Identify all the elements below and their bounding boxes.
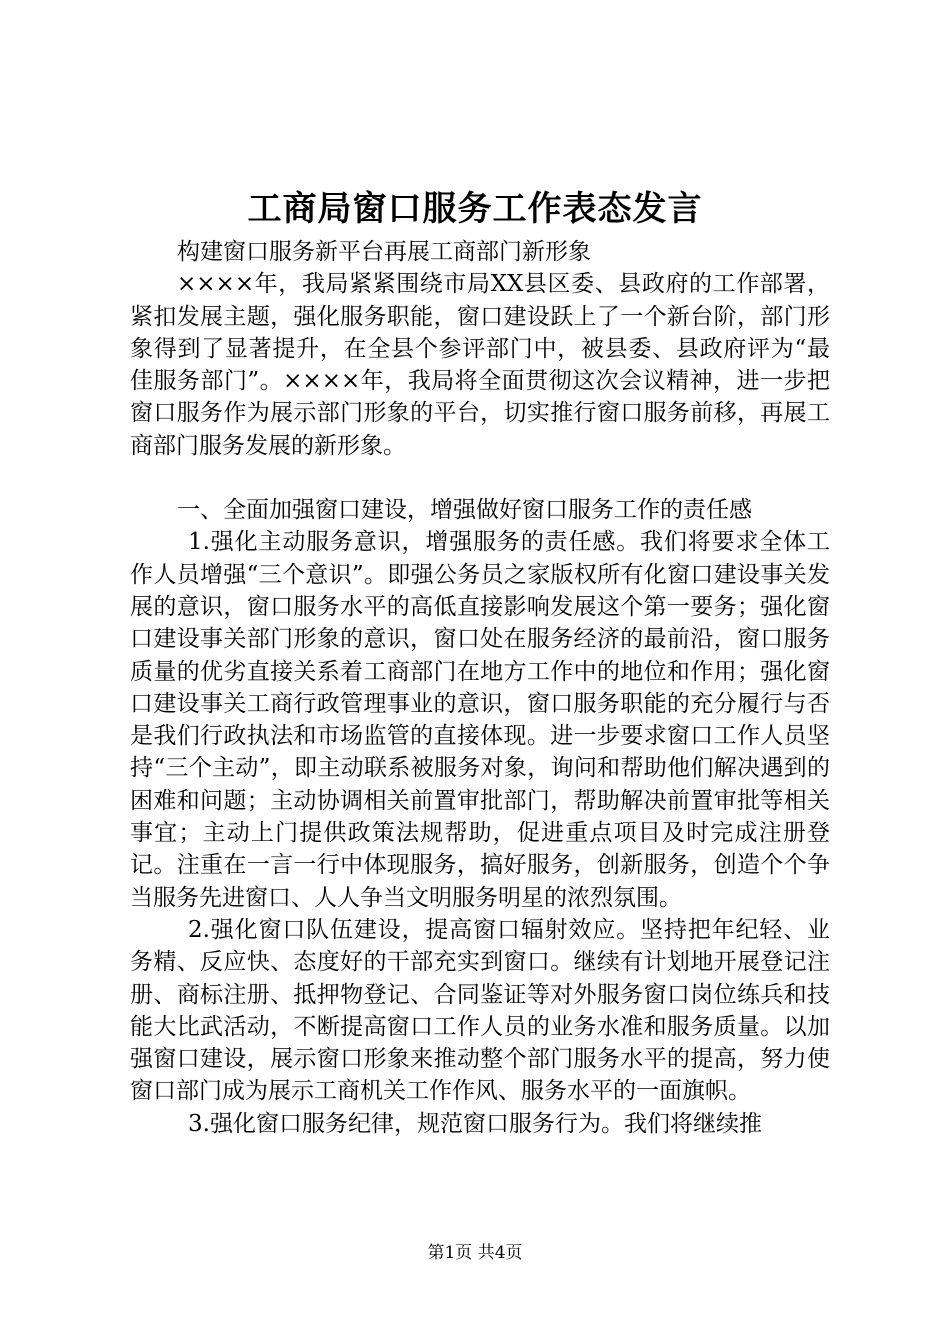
document-title: 工商局窗口服务工作表态发言 — [247, 189, 703, 229]
item-paragraph-2: 2.强化窗口队伍建设，提高窗口辐射效应。坚持把年纪轻、业务精、反应快、态度好的干部充实到窗口。继续有计划地开展登记注册、商标注册、抵押物登记、合同鉴证等对外服务窗口岗位练兵和技能大比武活动，不断提高窗口工作人员的业务水准和服务质量。以加强窗口建设，展示窗口形象来推动整个部门服务水平的提高，努力使窗口部门成为展示工商机关工作作风、服务水平的一面旗帜。 — [130, 916, 830, 1105]
document-body — [130, 236, 830, 1140]
intro-paragraph: ××××年，我局紧紧围绕市局XX县区委、县政府的工作部署，紧扣发展主题，强化服务职能，窗口建设跃上了一个新台阶，部门形象得到了显著提升，在全县个参评部门中，被县委、县政府评为“最佳服务部门”。××××年，我局将全面贯彻这次会议精神，进一步把窗口服务作为展示部门形象的平台，切实推行窗口服务前移，再展工商部门服务发展的新形象。 — [130, 271, 830, 459]
page-number-footer: 第1页 共4页 — [427, 1243, 523, 1263]
item-paragraph-1: 1.强化主动服务意识，增强服务的责任感。我们将要求全体工作人员增强“三个意识”。即强公务员之家版权所有化窗口建设事关发展的意识，窗口服务水平的高低直接影响发展这个第一要务；强化窗口建设事关部门形象的意识，窗口处在服务经济的最前沿，窗口服务质量的优劣直接关系着工商部门在地方工作中的地位和作用；强化窗口建设事关工商行政管理事业的意识，窗口服务职能的充分履行与否是我们行政执法和市场监管的直接体现。进一步要求窗口工作人员坚持“三个主动”，即主动联系被服务对象，询问和帮助他们解决遇到的困难和问题；主动协调相关前置审批部门，帮助解决前置审批等相关事宜；主动上门提供政策法规帮助，促进重点项目及时完成注册登记。注重在一言一行中体现服务，搞好服务，创新服务，创造个个争当服务先进窗口、人人争当文明服务明星的浓烈氛围。 — [130, 529, 830, 911]
item-paragraph-3: 3.强化窗口服务纪律，规范窗口服务行为。我们将继续推 — [188, 1110, 762, 1137]
document-subtitle: 构建窗口服务新平台再展工商部门新形象 — [177, 239, 591, 265]
paragraph-spacer — [130, 462, 830, 494]
section-heading: 一、全面加强窗口建设，增强做好窗口服务工作的责任感 — [177, 497, 752, 524]
